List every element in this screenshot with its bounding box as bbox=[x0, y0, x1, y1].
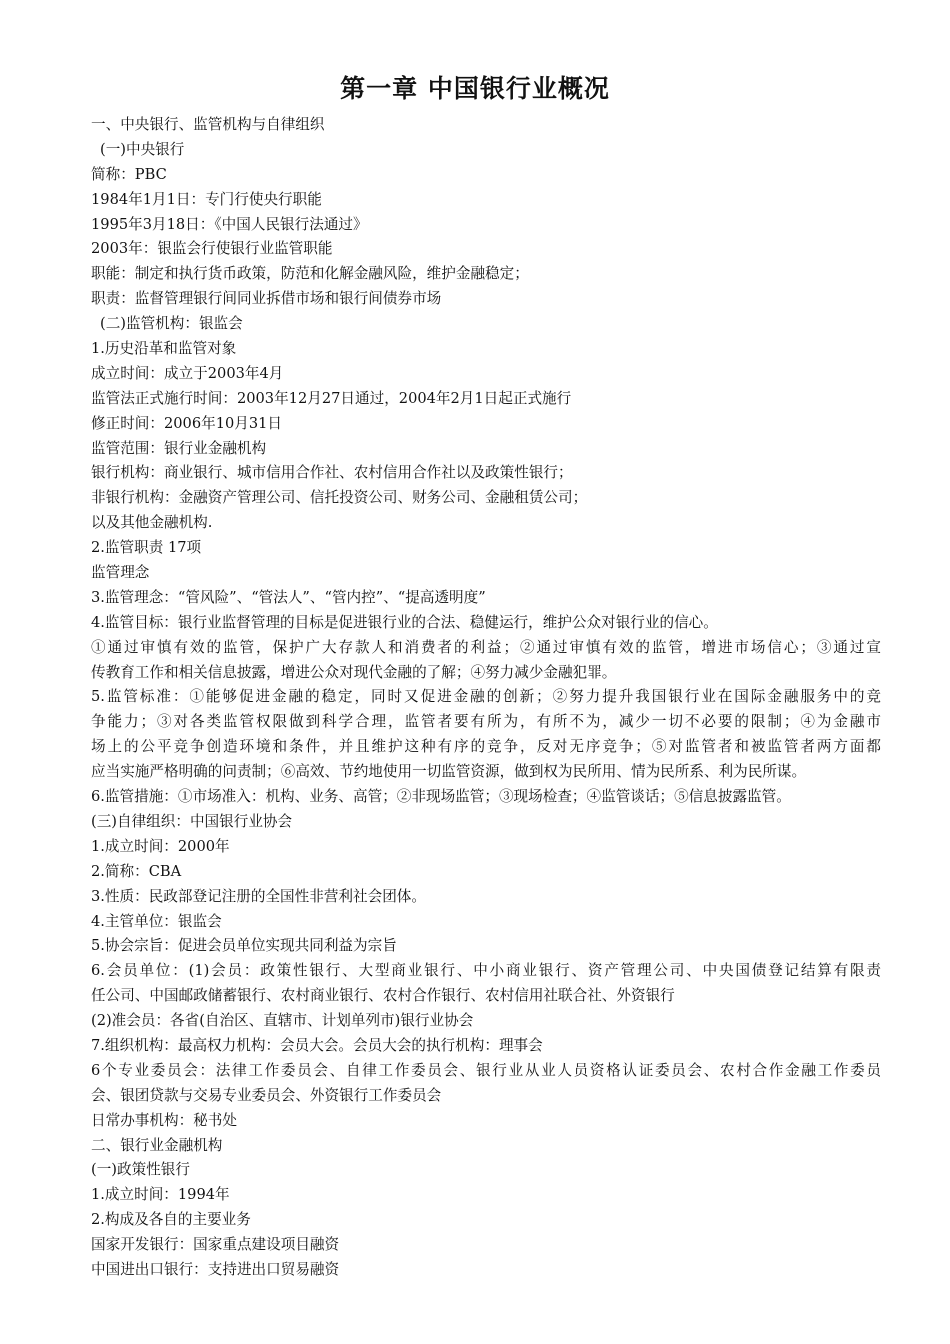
subsection-heading: (二)监管机构：银监会 bbox=[100, 315, 243, 333]
text-line: 场上的公平竞争创造环境和条件，并且维护这种有序的竞争，反对无序竞争；⑤对监管者和被监管者两方面都 bbox=[91, 738, 881, 756]
text-line: 日常办事机构：秘书处 bbox=[91, 1111, 237, 1129]
text-line: 2.监管职责 17项 bbox=[91, 539, 202, 557]
text-line: 银行机构：商业银行、城市信用合作社、农村信用合作社以及政策性银行； bbox=[91, 464, 573, 482]
text-line: 1.历史沿革和监管对象 bbox=[91, 340, 237, 358]
text-line: 6.会员单位：(1)会员：政策性银行、大型商业银行、中小商业银行、资产管理公司、中央国债登记结算有限责 bbox=[91, 962, 881, 980]
text-line: 3.监管理念：“管风险”、“管法人”、“管内控”、“提高透明度” bbox=[91, 588, 486, 606]
text-line: 任公司、中国邮政储蓄银行、农村商业银行、农村合作银行、农村信用社联合社、外资银行 bbox=[91, 987, 675, 1005]
chapter-title: 第一章 中国银行业概况 bbox=[340, 74, 610, 103]
text-line: 非银行机构：金融资产管理公司、信托投资公司、财务公司、金融租赁公司； bbox=[91, 489, 588, 507]
subsection-heading: (三)自律组织：中国银行业协会 bbox=[91, 812, 293, 830]
text-line: 成立时间：成立于2003年4月 bbox=[91, 364, 284, 382]
subsection-heading: (一)中央银行 bbox=[100, 140, 185, 158]
text-line: (2)准会员：各省(自治区、直辖市、计划单列市)银行业协会 bbox=[91, 1012, 474, 1030]
text-line: 2003年：银监会行使银行业监管职能 bbox=[91, 240, 333, 258]
text-line: 中国进出口银行：支持进出口贸易融资 bbox=[91, 1260, 340, 1278]
text-line: 3.性质：民政部登记注册的全国性非营利社会团体。 bbox=[91, 887, 426, 905]
text-line: 1.成立时间：2000年 bbox=[91, 837, 230, 855]
text-line: 监管范围：银行业金融机构 bbox=[91, 439, 267, 457]
text-line: 争能力；③对各类监管权限做到科学合理，监管者要有所为，有所不为，减少一切不必要的限制；④为金融市 bbox=[91, 713, 881, 731]
text-line: 5.监管标准：①能够促进金融的稳定，同时又促进金融的创新；②努力提升我国银行业在国际金融服务中的竞 bbox=[91, 688, 881, 706]
text-line: 国家开发银行：国家重点建设项目融资 bbox=[91, 1236, 340, 1254]
text-line: 7.组织机构：最高权力机构：会员大会。会员大会的执行机构：理事会 bbox=[91, 1036, 543, 1054]
text-line: 职能：制定和执行货币政策，防范和化解金融风险，维护金融稳定； bbox=[91, 265, 529, 283]
document-body bbox=[91, 113, 881, 1283]
text-line: 修正时间：2006年10月31日 bbox=[91, 414, 283, 432]
text-line: 5.协会宗旨：促进会员单位实现共同利益为宗旨 bbox=[91, 937, 397, 955]
text-line: 职责：监督管理银行间同业拆借市场和银行间债券市场 bbox=[91, 290, 442, 308]
text-line: 1995年3月18日：《中国人民银行法通过》 bbox=[91, 215, 368, 233]
text-line: 传教育工作和相关信息披露，增进公众对现代金融的了解；④努力减少金融犯罪。 bbox=[91, 663, 617, 681]
section-heading: 一、中央银行、监管机构与自律组织 bbox=[91, 116, 325, 133]
text-line: 以及其他金融机构. bbox=[91, 514, 213, 532]
text-line: 简称：PBC bbox=[91, 165, 167, 183]
text-line: 6个专业委员会：法律工作委员会、自律工作委员会、银行业从业人员资格认证委员会、农村合作金融工作委员 bbox=[91, 1061, 881, 1079]
subsection-heading: (一)政策性银行 bbox=[91, 1161, 190, 1179]
text-line: 会、银团贷款与交易专业委员会、外资银行工作委员会 bbox=[91, 1086, 442, 1104]
text-line: 监管法正式施行时间：2003年12月27日通过，2004年2月1日起正式施行 bbox=[91, 389, 572, 407]
text-line: 应当实施严格明确的问责制；⑥高效、节约地使用一切监管资源，做到权为民所用、情为民所系、利为民所谋。 bbox=[91, 763, 807, 781]
text-line: ①通过审慎有效的监管，保护广大存款人和消费者的利益；②通过审慎有效的监管，增进市场信心；③通过宣 bbox=[91, 638, 881, 656]
section-heading: 二、银行业金融机构 bbox=[91, 1136, 223, 1154]
text-line: 2.简称：CBA bbox=[91, 862, 182, 880]
text-line: 监管理念 bbox=[91, 564, 150, 582]
text-line: 6.监管措施：①市场准入：机构、业务、高管；②非现场监管；③现场检查；④监管谈话；⑤信息披露监管。 bbox=[91, 788, 791, 806]
text-line: 2.构成及各自的主要业务 bbox=[91, 1211, 251, 1229]
text-line: 4.主管单位：银监会 bbox=[91, 912, 222, 930]
text-line: 1984年1月1日：专门行使央行职能 bbox=[91, 190, 322, 208]
text-line: 1.成立时间：1994年 bbox=[91, 1186, 230, 1204]
text-line: 4.监管目标：银行业监督管理的目标是促进银行业的合法、稳健运行，维护公众对银行业的信心。 bbox=[91, 613, 718, 631]
